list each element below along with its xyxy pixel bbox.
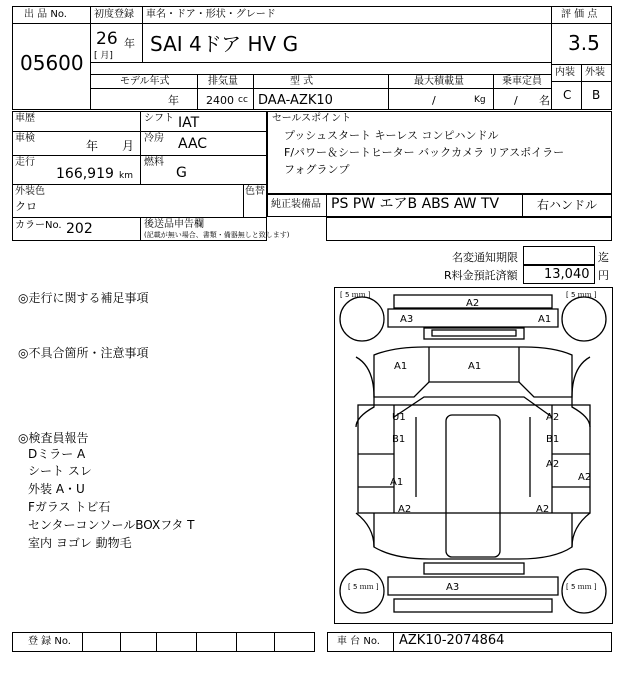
shift: IAT <box>178 115 200 131</box>
car-name: SAI 4ドア HV G <box>150 32 299 56</box>
mark-right-side: A2 <box>578 472 592 483</box>
mark-front-left: A3 <box>400 314 414 325</box>
mark-left-rear: A1 <box>390 477 404 488</box>
inspector-line: 外装 A・U <box>28 482 85 496</box>
mark-right-front-door-2: B1 <box>546 434 560 445</box>
mark-hood-center: A1 <box>468 361 482 372</box>
mileage-unit: km <box>119 171 133 181</box>
exterior-label: 外装 <box>585 67 605 78</box>
chassis-no: AZK10-2074864 <box>399 633 505 648</box>
color-change-label: 色替 <box>245 186 265 197</box>
model-code: DAA-AZK10 <box>258 93 333 108</box>
notice-deadline-label: 名変通知期限 <box>452 251 518 264</box>
sales-point-line: F/パワー＆シートヒーター バックカメラ リアスポイラー <box>284 146 565 159</box>
notice-deadline-unit: 迄 <box>598 251 609 264</box>
driving-notes-heading: ◎走行に関する補足事項 <box>18 291 149 305</box>
equipment-items: PS PW エアB ABS AW TV <box>331 196 500 212</box>
capacity-sep: / <box>514 94 518 107</box>
sales-point-line: プッシュスタート キーレス コンピハンドル <box>284 129 499 142</box>
exterior-color-label: 外装色 <box>15 186 45 197</box>
inspector-line: センターコンソールBOXフタ T <box>28 518 195 532</box>
recycle-fee-amount: 13,040 <box>544 267 590 282</box>
sales-points-label: セールスポイント <box>272 113 352 124</box>
exterior-grade: B <box>592 88 601 102</box>
recycle-fee-label: R料金預託済額 <box>444 269 518 282</box>
inspector-report-heading: ◎検査員報告 <box>18 431 89 445</box>
history-label: 車歴 <box>15 113 35 124</box>
ac: AAC <box>178 136 208 152</box>
max-load-label: 最大積載量 <box>414 76 464 87</box>
sales-point-line: フォグランプ <box>284 163 350 176</box>
type-label: 型 式 <box>290 76 314 87</box>
model-year-label: モデル年式 <box>120 76 170 87</box>
mileage: 166,919 <box>56 166 114 182</box>
first-registration-year: 26 <box>96 29 118 49</box>
post-install-area <box>326 217 612 241</box>
mark-left-front-door-2: B1 <box>392 434 406 445</box>
capacity-unit: 名 <box>539 94 550 107</box>
color-no-label: カラーNo. <box>15 220 62 231</box>
displacement: 2400 <box>206 94 234 107</box>
score: 3.5 <box>568 31 600 55</box>
mark-right-rear-door: A2 <box>546 459 560 470</box>
lot-number-label: 出 品 No. <box>24 9 67 20</box>
displacement-unit: cc <box>238 95 248 105</box>
shift-label: シフト <box>144 113 174 124</box>
interior-label: 内装 <box>555 67 575 78</box>
mileage-label: 走行 <box>15 157 35 168</box>
wheel-front-left <box>340 297 384 341</box>
registration-no-label: 登 録 No. <box>28 636 71 647</box>
defects-heading: ◎不具合箇所・注意事項 <box>18 346 149 360</box>
fuel: G <box>176 165 187 181</box>
wheel-rear-left <box>340 569 384 613</box>
chassis-no-label: 車 台 No. <box>337 636 380 647</box>
mark-left-front-door: U1 <box>392 412 406 423</box>
inspection-year: 年 <box>86 139 99 153</box>
fuel-label: 燃料 <box>144 157 164 168</box>
mark-rear-bumper: A3 <box>446 582 460 593</box>
registration-month: [ 月] <box>94 51 113 61</box>
score-label: 評 価 点 <box>561 9 598 20</box>
interior-grade: C <box>563 88 572 102</box>
tire-depth-rear-left: [ 5 ｍｍ ] <box>348 583 379 591</box>
post-install-note: (記載が無い場合、書類・備器無しと致します) <box>144 231 290 239</box>
inspector-line: 室内 ヨゴレ 動物毛 <box>28 536 132 550</box>
capacity-label: 乗車定員 <box>502 76 542 87</box>
mark-front-right: A1 <box>538 314 552 325</box>
model-year-unit: 年 <box>168 94 179 107</box>
wheel-front-right <box>562 297 606 341</box>
mark-right-rear-fender: A2 <box>536 504 550 515</box>
inspection-month: 月 <box>122 139 135 153</box>
mark-hood-left: A1 <box>394 361 408 372</box>
inspector-line: Fガラス トビ石 <box>28 500 111 514</box>
tire-depth-front-right: [ 5 ｍｍ ] <box>566 291 597 299</box>
lot-number: 05600 <box>20 51 84 75</box>
mark-front-bumper: A2 <box>466 298 480 309</box>
inspection-label: 車検 <box>15 133 35 144</box>
mark-left-rear-fender: A2 <box>398 504 412 515</box>
handle-side: 右ハンドル <box>537 198 598 212</box>
notice-deadline-box <box>523 246 595 265</box>
year-char: 年 <box>124 37 135 50</box>
inspector-line: シート スレ <box>28 464 92 478</box>
max-load-sep: / <box>432 94 436 107</box>
ac-label: 冷房 <box>144 133 164 144</box>
car-name-label: 車名・ドア・形状・グレード <box>146 9 276 20</box>
tire-depth-front-left: [ 5 ｍｍ ] <box>340 291 371 299</box>
wheel-rear-right <box>562 569 606 613</box>
exterior-color: クロ <box>15 200 37 213</box>
mark-right-front-door: A2 <box>546 412 560 423</box>
recycle-fee-unit: 円 <box>598 269 609 282</box>
equipment-label: 純正装備品 <box>271 199 321 210</box>
tire-depth-rear-right: [ 5 ｍｍ ] <box>566 583 597 591</box>
displacement-label: 排気量 <box>208 76 238 87</box>
inspector-line: Dミラー A <box>28 447 86 461</box>
car-damage-diagram <box>334 287 614 625</box>
max-load-unit: Kg <box>474 95 486 105</box>
color-no: 202 <box>66 221 93 237</box>
post-install-label: 後送品申告欄 <box>144 219 204 230</box>
first-registration-label: 初度登録 <box>94 9 134 20</box>
